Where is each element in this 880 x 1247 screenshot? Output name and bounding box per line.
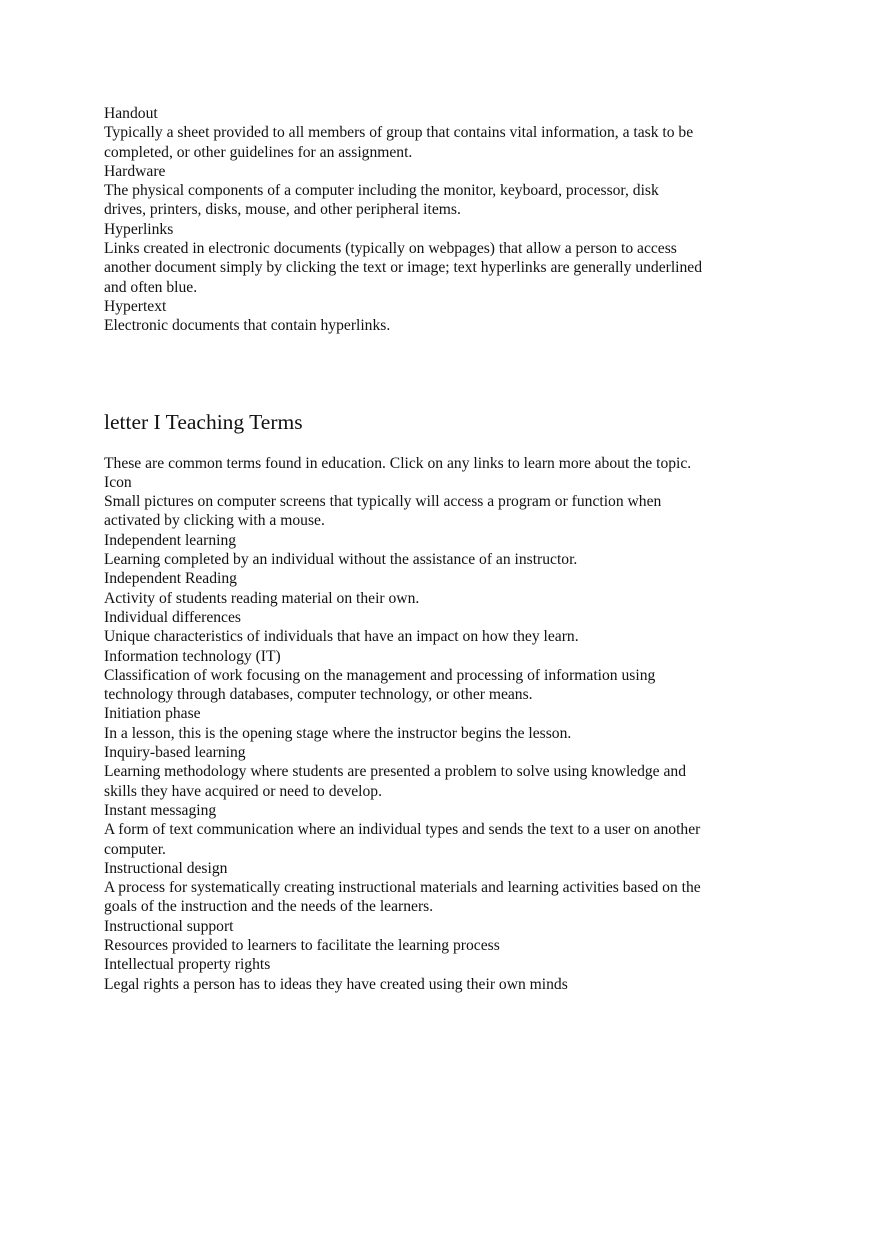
section-title: letter I Teaching Terms xyxy=(104,409,303,434)
glossary-definition: Activity of students reading material on their own. xyxy=(104,589,420,607)
glossary-definition: Resources provided to learners to facilitate the learning process xyxy=(104,936,500,954)
glossary-definition: Legal rights a person has to ideas they have created using their own minds xyxy=(104,975,568,993)
section-intro: These are common terms found in education. Click on any links to learn more about the topic. xyxy=(104,454,692,472)
glossary-definition: Learning completed by an individual without the assistance of an instructor. xyxy=(104,551,578,569)
glossary-definition: Typically a sheet provided to all members of group that contains vital information, a task to be completed, or other guidelines for an assignment. xyxy=(104,124,694,161)
glossary-definition: The physical components of a computer including the monitor, keyboard, processor, disk drives, printers, disks, mouse, and other peripheral items. xyxy=(104,182,659,219)
glossary-definition: In a lesson, this is the opening stage where the instructor begins the lesson. xyxy=(104,724,572,742)
glossary-term: Independent Reading xyxy=(104,570,237,588)
glossary-h-list xyxy=(104,104,704,336)
title-spacer xyxy=(104,435,704,454)
glossary-definition: Classification of work focusing on the management and processing of information using technology through databases, computer technology, or other means. xyxy=(104,666,656,704)
glossary-i-list xyxy=(104,473,704,994)
glossary-term: Instructional support xyxy=(104,917,234,935)
glossary-term: Handout xyxy=(104,105,158,122)
glossary-term: Hardware xyxy=(104,162,166,180)
glossary-term: Intellectual property rights xyxy=(104,956,271,974)
glossary-term: Hyperlinks xyxy=(104,220,174,238)
glossary-definition: Electronic documents that contain hyperlinks. xyxy=(104,317,391,335)
glossary-definition: Links created in electronic documents (typically on webpages) that allow a person to access another document simply by clicking the text or image; text hyperlinks are generally underlined and often blue. xyxy=(104,240,703,296)
glossary-definition: Unique characteristics of individuals that have an impact on how they learn. xyxy=(104,628,579,646)
glossary-term: Instant messaging xyxy=(104,801,217,819)
glossary-term: Individual differences xyxy=(104,608,241,626)
glossary-term: Instructional design xyxy=(104,859,228,877)
glossary-term: Initiation phase xyxy=(104,705,201,723)
glossary-definition: Learning methodology where students are presented a problem to solve using knowledge and skills they have acquired or need to develop. xyxy=(104,763,687,800)
glossary-definition: A process for systematically creating instructional materials and learning activities based on the goals of the instruction and the needs of the learners. xyxy=(104,879,701,916)
glossary-term: Independent learning xyxy=(104,531,237,549)
glossary-term: Inquiry-based learning xyxy=(104,744,246,762)
glossary-definition: A form of text communication where an individual types and sends the text to a user on another computer. xyxy=(104,821,701,858)
section-spacer xyxy=(104,336,704,409)
glossary-definition: Small pictures on computer screens that typically will access a program or function when activated by clicking with a mouse. xyxy=(104,493,662,530)
glossary-term: Hypertext xyxy=(104,297,167,315)
glossary-term: Information technology (IT) xyxy=(104,647,281,665)
glossary-term: Icon xyxy=(104,473,132,491)
document-page xyxy=(104,104,704,994)
